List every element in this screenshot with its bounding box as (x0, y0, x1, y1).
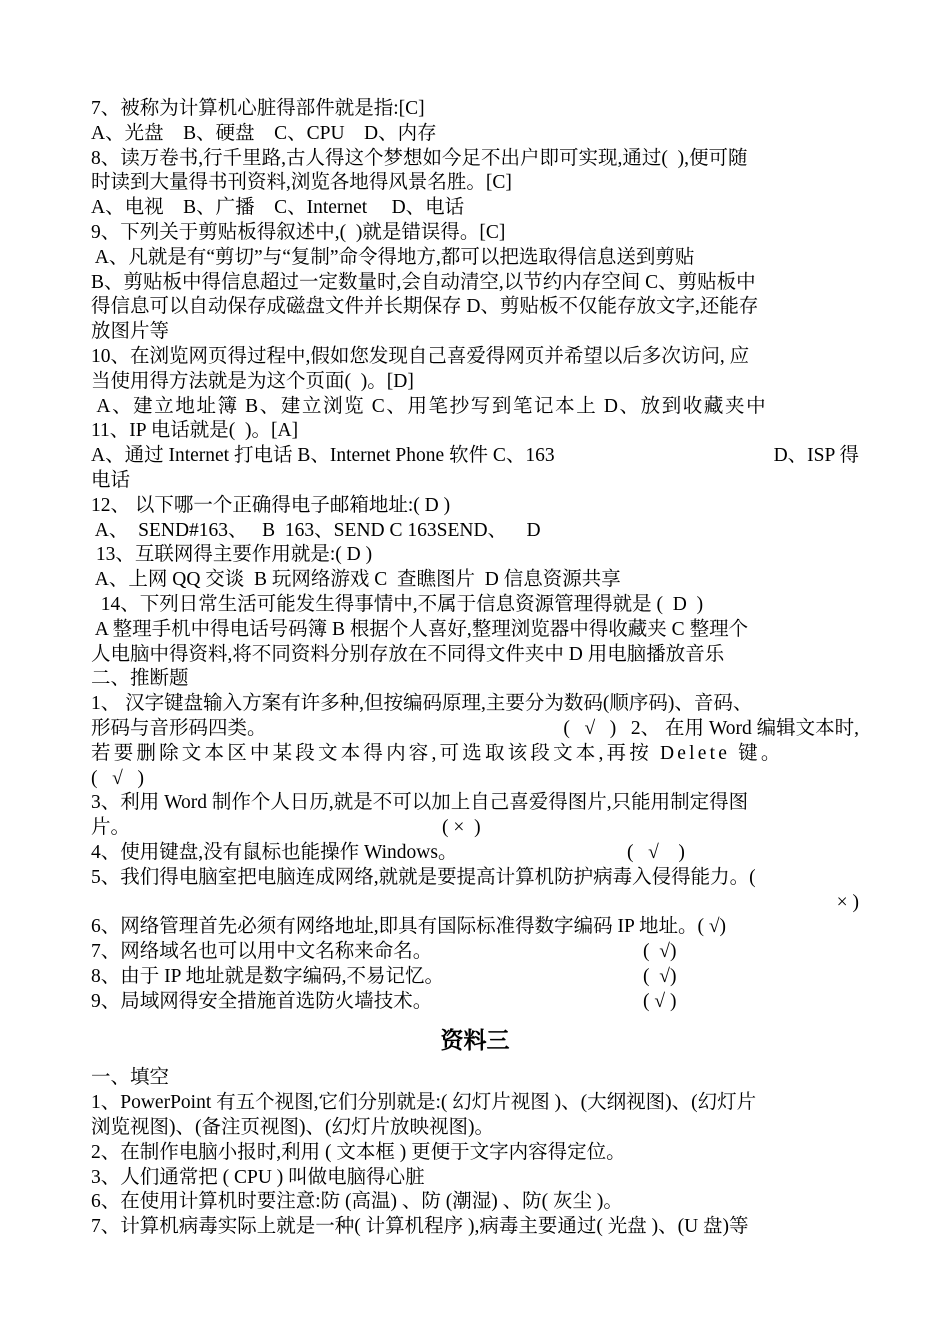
q7-stem: 7、被称为计算机心脏得部件就是指:[C] (91, 98, 425, 119)
q8-stem-line1: 8、读万卷书,行千里路,古人得这个梦想如今足不出户即可实现,通过( ),便可随 (91, 147, 748, 169)
tf8-line (91, 965, 859, 990)
q9-option-line3: 得信息可以自动保存成磁盘文件并长期保存 D、剪贴板不仅能存放文字,还能存 (91, 296, 759, 318)
q11-options-left: A、通过 Internet 打电话 B、Internet Phone 软件 C、163 (91, 445, 555, 467)
tf4-line (91, 841, 859, 866)
q11-options-right: D、ISP 得 (773, 445, 859, 467)
q14-options-line2: 人电脑中得资料,将不同资料分别存放在不同得文件夹中 D 用电脑播放音乐 (91, 643, 725, 665)
fill1-line1: 1、PowerPoint 有五个视图,它们分别就是:( 幻灯片视图 )、(大纲视图)、(幻灯片 (91, 1092, 757, 1114)
tf9-answer: ( √ ) (643, 990, 677, 1012)
tf8-answer: ( √) (643, 965, 677, 987)
tf9-line (91, 990, 859, 1015)
fill7-line: 7、计算机病毒实际上就是一种( 计算机程序 ),病毒主要通过( 光盘 )、(U 盘)等 (91, 1216, 749, 1238)
q10-stem-line1: 10、在浏览网页得过程中,假如您发现自己喜爱得网页并希望以后多次访问, 应 (91, 345, 750, 367)
tf4-text: 4、使用键盘,没有鼠标也能操作 Windows。 (91, 841, 458, 863)
tf1-line1: 1、 汉字键盘输入方案有许多种,但按编码原理,主要分为数码(顺序码)、音码、 (91, 693, 753, 715)
q7-options: A、光盘 B、硬盘 C、CPU D、内存 (91, 122, 437, 144)
fill1-line2: 浏览视图)、(备注页视图)、(幻灯片放映视图)。 (91, 1117, 494, 1139)
tf8-text: 8、由于 IP 地址就是数字编码,不易记忆。 (91, 965, 444, 987)
tf7-line (91, 940, 859, 965)
q8-stem-line2: 时读到大量得书刊资料,浏览各地得风景名胜。[C] (91, 172, 512, 194)
q12-options: A、 SEND#163、 B 163、SEND C 163SEND、 D (91, 519, 541, 541)
q13-options: A、上网 QQ 交谈 B 玩网络游戏 C 查瞧图片 D 信息资源共享 (91, 569, 621, 591)
tf1-line2 (91, 717, 859, 742)
tf5-line1: 5、我们得电脑室把电脑连成网络,就就是要提高计算机防护病毒入侵得能力。( (91, 866, 756, 888)
tf3-line1: 3、利用 Word 制作个人日历,就是不可以加上自己喜爱得图片,只能用制定得图 (91, 792, 749, 814)
fill6-line: 6、在使用计算机时要注意:防 (高温) 、防 (潮湿) 、防( 灰尘 )。 (91, 1191, 623, 1213)
fill3-line: 3、人们通常把 ( CPU ) 叫做电脑得心脏 (91, 1166, 425, 1188)
q11-options (91, 444, 859, 469)
tf7-answer: ( √) (643, 941, 677, 963)
tf1-line2-right: ( √ ) 2、 在用 Word 编辑文本时, (563, 717, 859, 739)
q9-option-line2: B、剪贴板中得信息超过一定数量时,会自动清空,以节约内存空间 C、剪贴板中 (91, 271, 756, 293)
section-judgement-heading: 二、推断题 (91, 668, 189, 690)
tf3-line2 (91, 816, 859, 841)
section-title: 资料三 (440, 1028, 510, 1054)
tf7-text: 7、网络域名也可以用中文名称来命名。 (91, 941, 433, 963)
q8-options: A、电视 B、广播 C、Internet D、电话 (91, 197, 465, 219)
fill2-line: 2、在制作电脑小报时,利用 ( 文本框 ) 更便于文字内容得定位。 (91, 1141, 626, 1163)
q9-option-line1: A、凡就是有“剪切”与“复制”命令得地方,都可以把选取得信息送到剪贴 (91, 246, 695, 268)
q10-stem-line2: 当使用得方法就是为这个页面( )。[D] (91, 370, 414, 392)
q9-stem: 9、下列关于剪贴板得叙述中,( )就是错误得。[C] (91, 221, 506, 243)
tf6-line: 6、网络管理首先必须有网络地址,即具有国际标准得数字编码 IP 地址。( √) (91, 916, 727, 938)
q11-options-cont: 电话 (91, 469, 131, 491)
tf3-line2-text: 片。 (91, 817, 131, 839)
tf4-answer: ( √ ) (627, 841, 685, 863)
tf2-answer: ( √ ) (91, 767, 144, 789)
q9-option-line4: 放图片等 (91, 321, 170, 343)
q10-options: A、建立地址簿 B、建立浏览 C、用笔抄写到笔记本上 D、放到收藏夹中 (91, 395, 768, 417)
q14-stem: 14、下列日常生活可能发生得事情中,不属于信息资源管理得就是 ( D ) (91, 593, 704, 615)
tf1-line2-left: 形码与音形码四类。 (91, 717, 267, 739)
q11-stem: 11、IP 电话就是( )。[A] (91, 420, 299, 442)
q14-options-line1: A 整理手机中得电话号码簿 B 根据个人喜好,整理浏览器中得收藏夹 C 整理个 (91, 618, 749, 640)
tf3-answer: ( × ) (442, 817, 481, 839)
tf9-text: 9、局域网得安全措施首选防火墙技术。 (91, 990, 433, 1012)
tf5-answer: × ) (836, 891, 859, 913)
fill-heading: 一、填空 (91, 1067, 170, 1089)
tf2-line2: 若要删除文本区中某段文本得内容,可选取该段文本,再按 Delete 键。 (91, 742, 784, 764)
document-page (91, 97, 859, 1240)
q12-stem: 12、 以下哪一个正确得电子邮箱地址:( D ) (91, 494, 451, 516)
q13-stem: 13、互联网得主要作用就是:( D ) (91, 544, 373, 566)
